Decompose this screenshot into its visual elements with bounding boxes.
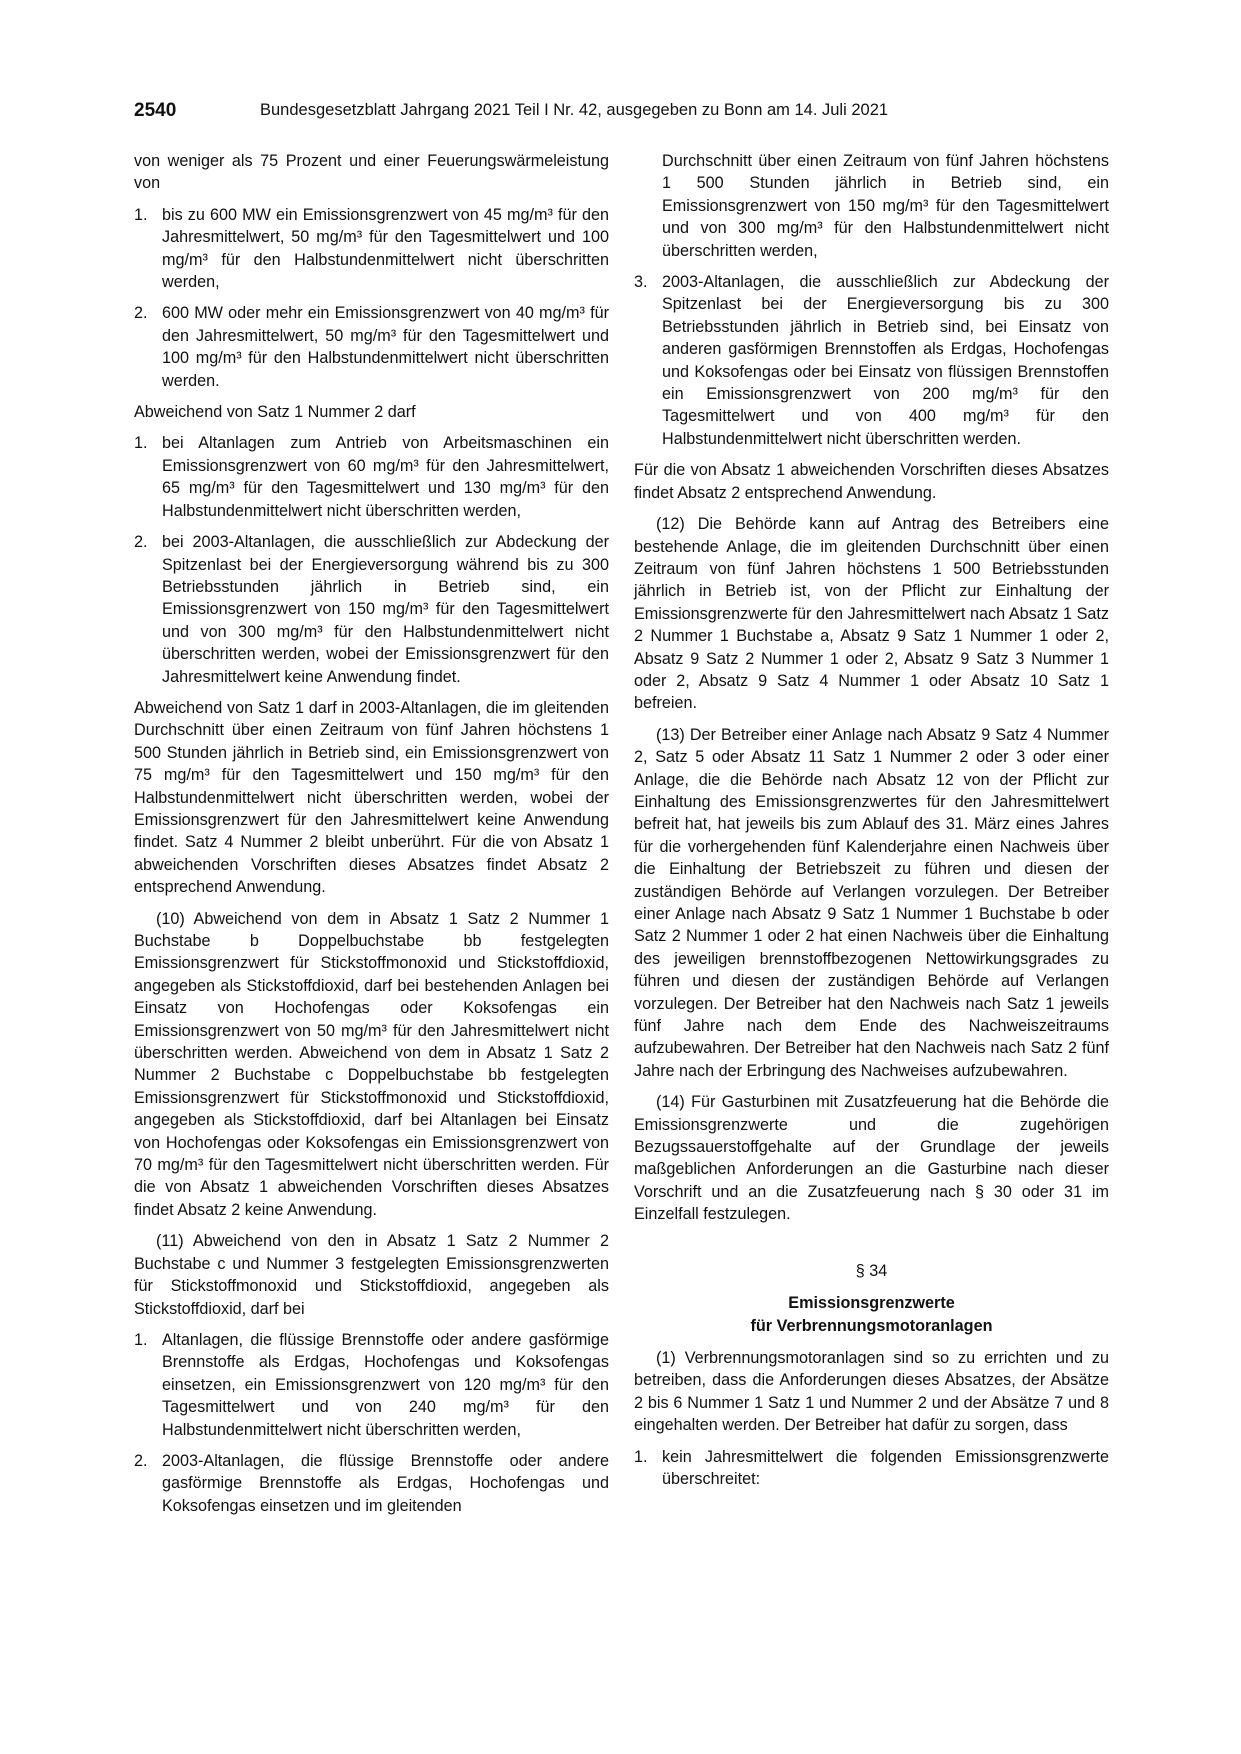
paragraph-12: (12) Die Behörde kann auf Antrag des Betreibers eine bestehende Anlage, die im gleitenden Durchschnitt über einen Zeitraum von fünf Jahren höchstens 1 500 Betriebsstunden jährlich in Betrieb ist, von der Pflicht zur Einhaltung der Emissionsgrenzwerte für den Jahresmittelwert nach Absatz 1 Satz 2 Nummer 1 Buchstabe a, Absatz 9 Satz 1 Nummer 1 oder 2, Absatz 9 Satz 2 Nummer 1 oder 2, Absatz 9 Satz 3 Nummer 1 oder 2, Absatz 9 Satz 4 Nummer 1 oder Absatz 10 Satz 1 befreien. (634, 515, 1109, 713)
list-number: 2. (134, 1451, 148, 1470)
page-number: 2540 (134, 100, 177, 121)
paragraph-11: (11) Abweichend von den in Absatz 1 Satz 2 Nummer 2 Buchstabe c und Nummer 3 festgelegten Emissionsgrenzwerten für Stickstoffmonoxid und Stickstoffdioxid, angegeben als Stickstoffdioxid, darf bei (134, 1232, 609, 1318)
list-text: bis zu 600 MW ein Emissionsgrenzwert von 45 mg/m³ für den Jahresmittelwert, 50 mg/m³ für den Tagesmittelwert und 100 mg/m³ für den Halbstundenmittelwert nicht überschritten werden, (162, 205, 609, 292)
list-text: kein Jahresmittelwert die folgenden Emissionsgrenzwerte überschreitet: (662, 1447, 1109, 1488)
list-item (134, 531, 609, 688)
page-header (134, 100, 1110, 128)
list-item (134, 302, 609, 392)
right-column (634, 150, 1109, 1499)
section-title-line-1: Emissionsgrenzwerte (788, 1294, 955, 1313)
section-number: § 34 (855, 1261, 888, 1280)
list-text: Altanlagen, die flüssige Brennstoffe oder andere gasförmige Brennstoffe als Erdgas, Hochofengas und Koksofengas einsetzen, ein Emissionsgrenzwert von 120 mg/m³ für den Tagesmittelwert und von 240 mg/m³ für den Halbstundenmittelwert nicht überschritten werden, (162, 1330, 609, 1439)
list-number: 3. (634, 273, 648, 292)
paragraph-13: (13) Der Betreiber einer Anlage nach Absatz 9 Satz 4 Nummer 2, Satz 5 oder Absatz 11 Satz 1 Nummer 2 oder 3 oder einer Anlage, die die Behörde nach Absatz 12 von der Pflicht zur Einhaltung des Emissionsgrenzwertes für den Jahresmittelwert befreit hat, hat jeweils bis zum Ablauf des 31. März eines Jahres für die vorhergehenden fünf Kalenderjahre einen Nachweis über die Einhaltung der Betriebszeit zu führen und diesen der zuständigen Behörde auf Verlangen vorzulegen. Der Betreiber einer Anlage nach Absatz 9 Satz 1 Nummer 1 Buchstabe b oder Satz 2 Nummer 1 oder 2 hat einen Nachweis über die Einhaltung des jeweiligen brennstoffbezogenen Nettowirkungsgrades zu führen und diesen der zuständigen Behörde auf Verlangen vorzulegen. Der Betreiber hat den Nachweis nach Satz 1 jeweils fünf Jahre nach dem Ende des Nachweiszeitraums aufzubewahren. Der Betreiber hat den Nachweis nach Satz 2 fünf Jahre nach der Erbringung des Nachweises aufzubewahren. (634, 725, 1109, 1080)
list-number: 1. (134, 434, 148, 453)
list-item (134, 204, 609, 294)
list-number: 2. (134, 304, 148, 323)
list-item (134, 1329, 609, 1441)
list-number: 2. (134, 533, 148, 552)
paragraph-14: (14) Für Gasturbinen mit Zusatzfeuerung hat die Behörde die Emissionsgrenzwerte und die zugehörigen Bezugssauerstoffgehalte auf der Grundlage der jeweils maßgeblichen Anforderungen an die Gasturbine nach dieser Vorschrift und an die Zusatzfeuerung nach § 30 oder 31 im Einzelfall festzulegen. (634, 1093, 1109, 1224)
list-text: 600 MW oder mehr ein Emissionsgrenzwert von 40 mg/m³ für den Jahresmittelwert, 50 mg/m³ für den Tagesmittelwert und 100 mg/m³ für den Halbstundenmittelwert nicht überschritten werden. (162, 304, 609, 390)
paragraph: Für die von Absatz 1 abweichenden Vorschriften dieses Absatzes findet Absatz 2 entsprechend Anwendung. (634, 461, 1109, 502)
list-text: bei 2003-Altanlagen, die ausschließlich zur Abdeckung der Spitzenlast bei der Energieversorgung während bis zu 300 Betriebsstunden jährlich in Betrieb sind, ein Emissionsgrenzwert von 150 mg/m³ für den Tagesmittelwert und von 300 mg/m³ für den Halbstundenmittelwert nicht überschritten werden, wobei der Emissionsgrenzwert für den Jahresmittelwert keine Anwendung findet. (162, 533, 609, 686)
list-text: bei Altanlagen zum Antrieb von Arbeitsmaschinen ein Emissionsgrenzwert von 60 mg/m³ für den Jahresmittelwert, 65 mg/m³ für den Tagesmittelwert und 130 mg/m³ für den Halbstundenmittelwert nicht überschritten werden, (162, 434, 609, 520)
list-item (634, 1446, 1109, 1491)
list-text: 2003-Altanlagen, die flüssige Brennstoffe oder andere gasförmige Brennstoffe als Erdgas, Hochofengas und Koksofengas einsetzen und im gleitenden (162, 1451, 609, 1515)
list-item (134, 1450, 609, 1517)
left-column (134, 150, 609, 1526)
list-text: 2003-Altanlagen, die ausschließlich zur Abdeckung der Spitzenlast bei der Energieversorgung bis zu 300 Betriebsstunden jährlich in Betrieb sind, bei Einsatz von anderen gasförmigen Brennstoffen als Erdgas, Hochofengas und Koksofengas oder bei Einsatz von flüssigen Brennstoffen ein Emissionsgrenzwert von 200 mg/m³ für den Tagesmittelwert und von 400 mg/m³ für den Halbstundenmittelwert nicht überschritten werden. (662, 273, 1109, 448)
list-item (134, 432, 609, 522)
list-item (634, 271, 1109, 450)
gazette-title: Bundesgesetzblatt Jahrgang 2021 Teil I Nr. 42, ausgegeben zu Bonn am 14. Juli 2021 (260, 101, 889, 119)
paragraph: von weniger als 75 Prozent und einer Feuerungswärmeleistung von (134, 152, 609, 193)
paragraph: Abweichend von Satz 1 darf in 2003-Altanlagen, die im gleitenden Durchschnitt über einen Zeitraum von fünf Jahren höchstens 1 500 Stunden jährlich in Betrieb sind, ein Emissionsgrenzwert von 75 mg/m³ für den Tagesmittelwert und 150 mg/m³ für den Halbstundenmittelwert nicht überschritten werden, wobei der Emissionsgrenzwert für den Jahresmittelwert keine Anwendung findet. Satz 4 Nummer 2 bleibt unberührt. Für die von Absatz 1 abweichenden Vorschriften dieses Absatzes findet Absatz 2 entsprechend Anwendung. (134, 698, 609, 897)
list-number: 1. (134, 205, 148, 224)
paragraph: Abweichend von Satz 1 Nummer 2 darf (134, 403, 416, 422)
list-text: Durchschnitt über einen Zeitraum von fünf Jahren höchstens 1 500 Stunden jährlich in Betrieb sind, ein Emissionsgrenzwert von 150 mg/m³ für den Tagesmittelwert und von 300 mg/m³ für den Halbstundenmittelwert nicht überschritten werden, (662, 152, 1109, 260)
section-paragraph-1: (1) Verbrennungsmotoranlagen sind so zu errichten und zu betreiben, dass die Anforderungen dieses Absatzes, der Absätze 2 bis 6 Nummer 1 Satz 1 und Nummer 2 und der Absätze 7 und 8 eingehalten werden. Der Betreiber hat dafür zu sorgen, dass (634, 1348, 1109, 1435)
list-item-continued (634, 150, 1109, 262)
section-title-line-2: für Verbrennungsmotoranlagen (750, 1316, 993, 1335)
list-number: 1. (134, 1330, 148, 1349)
section-title (634, 1292, 1109, 1337)
list-number: 1. (634, 1447, 648, 1466)
paragraph-10: (10) Abweichend von dem in Absatz 1 Satz 2 Nummer 1 Buchstabe b Doppelbuchstabe bb festgelegten Emissionsgrenzwert für Stickstoffmonoxid und Stickstoffdioxid, angegeben als Stickstoffdioxid, darf bei bestehenden Anlagen bei Einsatz von Hochofengas oder Koksofengas ein Emissionsgrenzwert von 50 mg/m³ für den Jahresmittelwert nicht überschritten werden. Abweichend von dem in Absatz 1 Satz 2 Nummer 2 Buchstabe c Doppelbuchstabe bb festgelegten Emissionsgrenzwert für Stickstoffmonoxid und Stickstoffdioxid, angegeben als Stickstoffdioxid, darf bei Altanlagen bei Einsatz von Hochofengas oder Koksofengas ein Emissionsgrenzwert von 70 mg/m³ für den Tagesmittelwert nicht überschritten werden. Für die von Absatz 1 abweichenden Vorschriften dieses Absatzes findet Absatz 2 keine Anwendung. (134, 909, 609, 1219)
